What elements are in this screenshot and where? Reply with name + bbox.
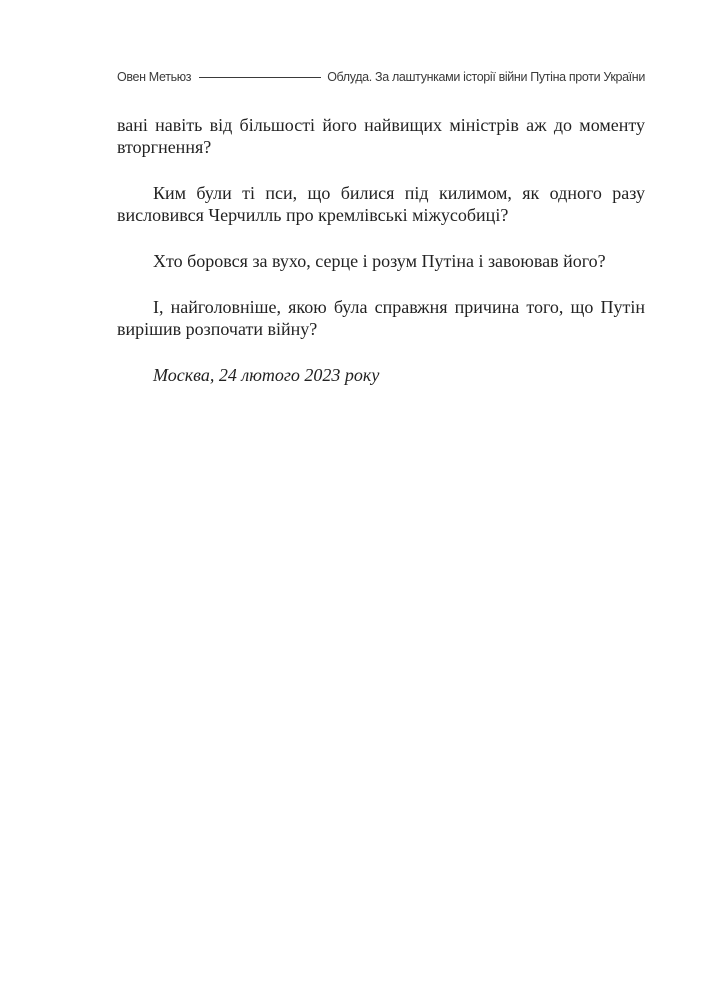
paragraph: Хто боровся за вухо, серце і розум Путіна і завоював його? <box>153 251 606 271</box>
header-author: Овен Метьюз <box>117 70 192 84</box>
body-text <box>117 114 645 410</box>
paragraph: Ким були ті пси, що билися під килимом, як одного разу висловився Черчилль про кремлівські міжусобиці? <box>117 183 645 225</box>
header-rule <box>199 77 321 78</box>
header-book-title: Облуда. За лаштунками історії війни Путіна проти України <box>327 70 645 84</box>
paragraph: І, найголовніше, якою була справжня причина того, що Путін вирішив розпочати війну? <box>117 297 645 339</box>
place-date-signature: Москва, 24 лютого 2023 року <box>153 365 380 385</box>
paragraph-continued: вані навіть від більшості його найвищих міністрів аж до моменту вторгнення? <box>117 115 645 157</box>
running-header <box>117 69 645 85</box>
